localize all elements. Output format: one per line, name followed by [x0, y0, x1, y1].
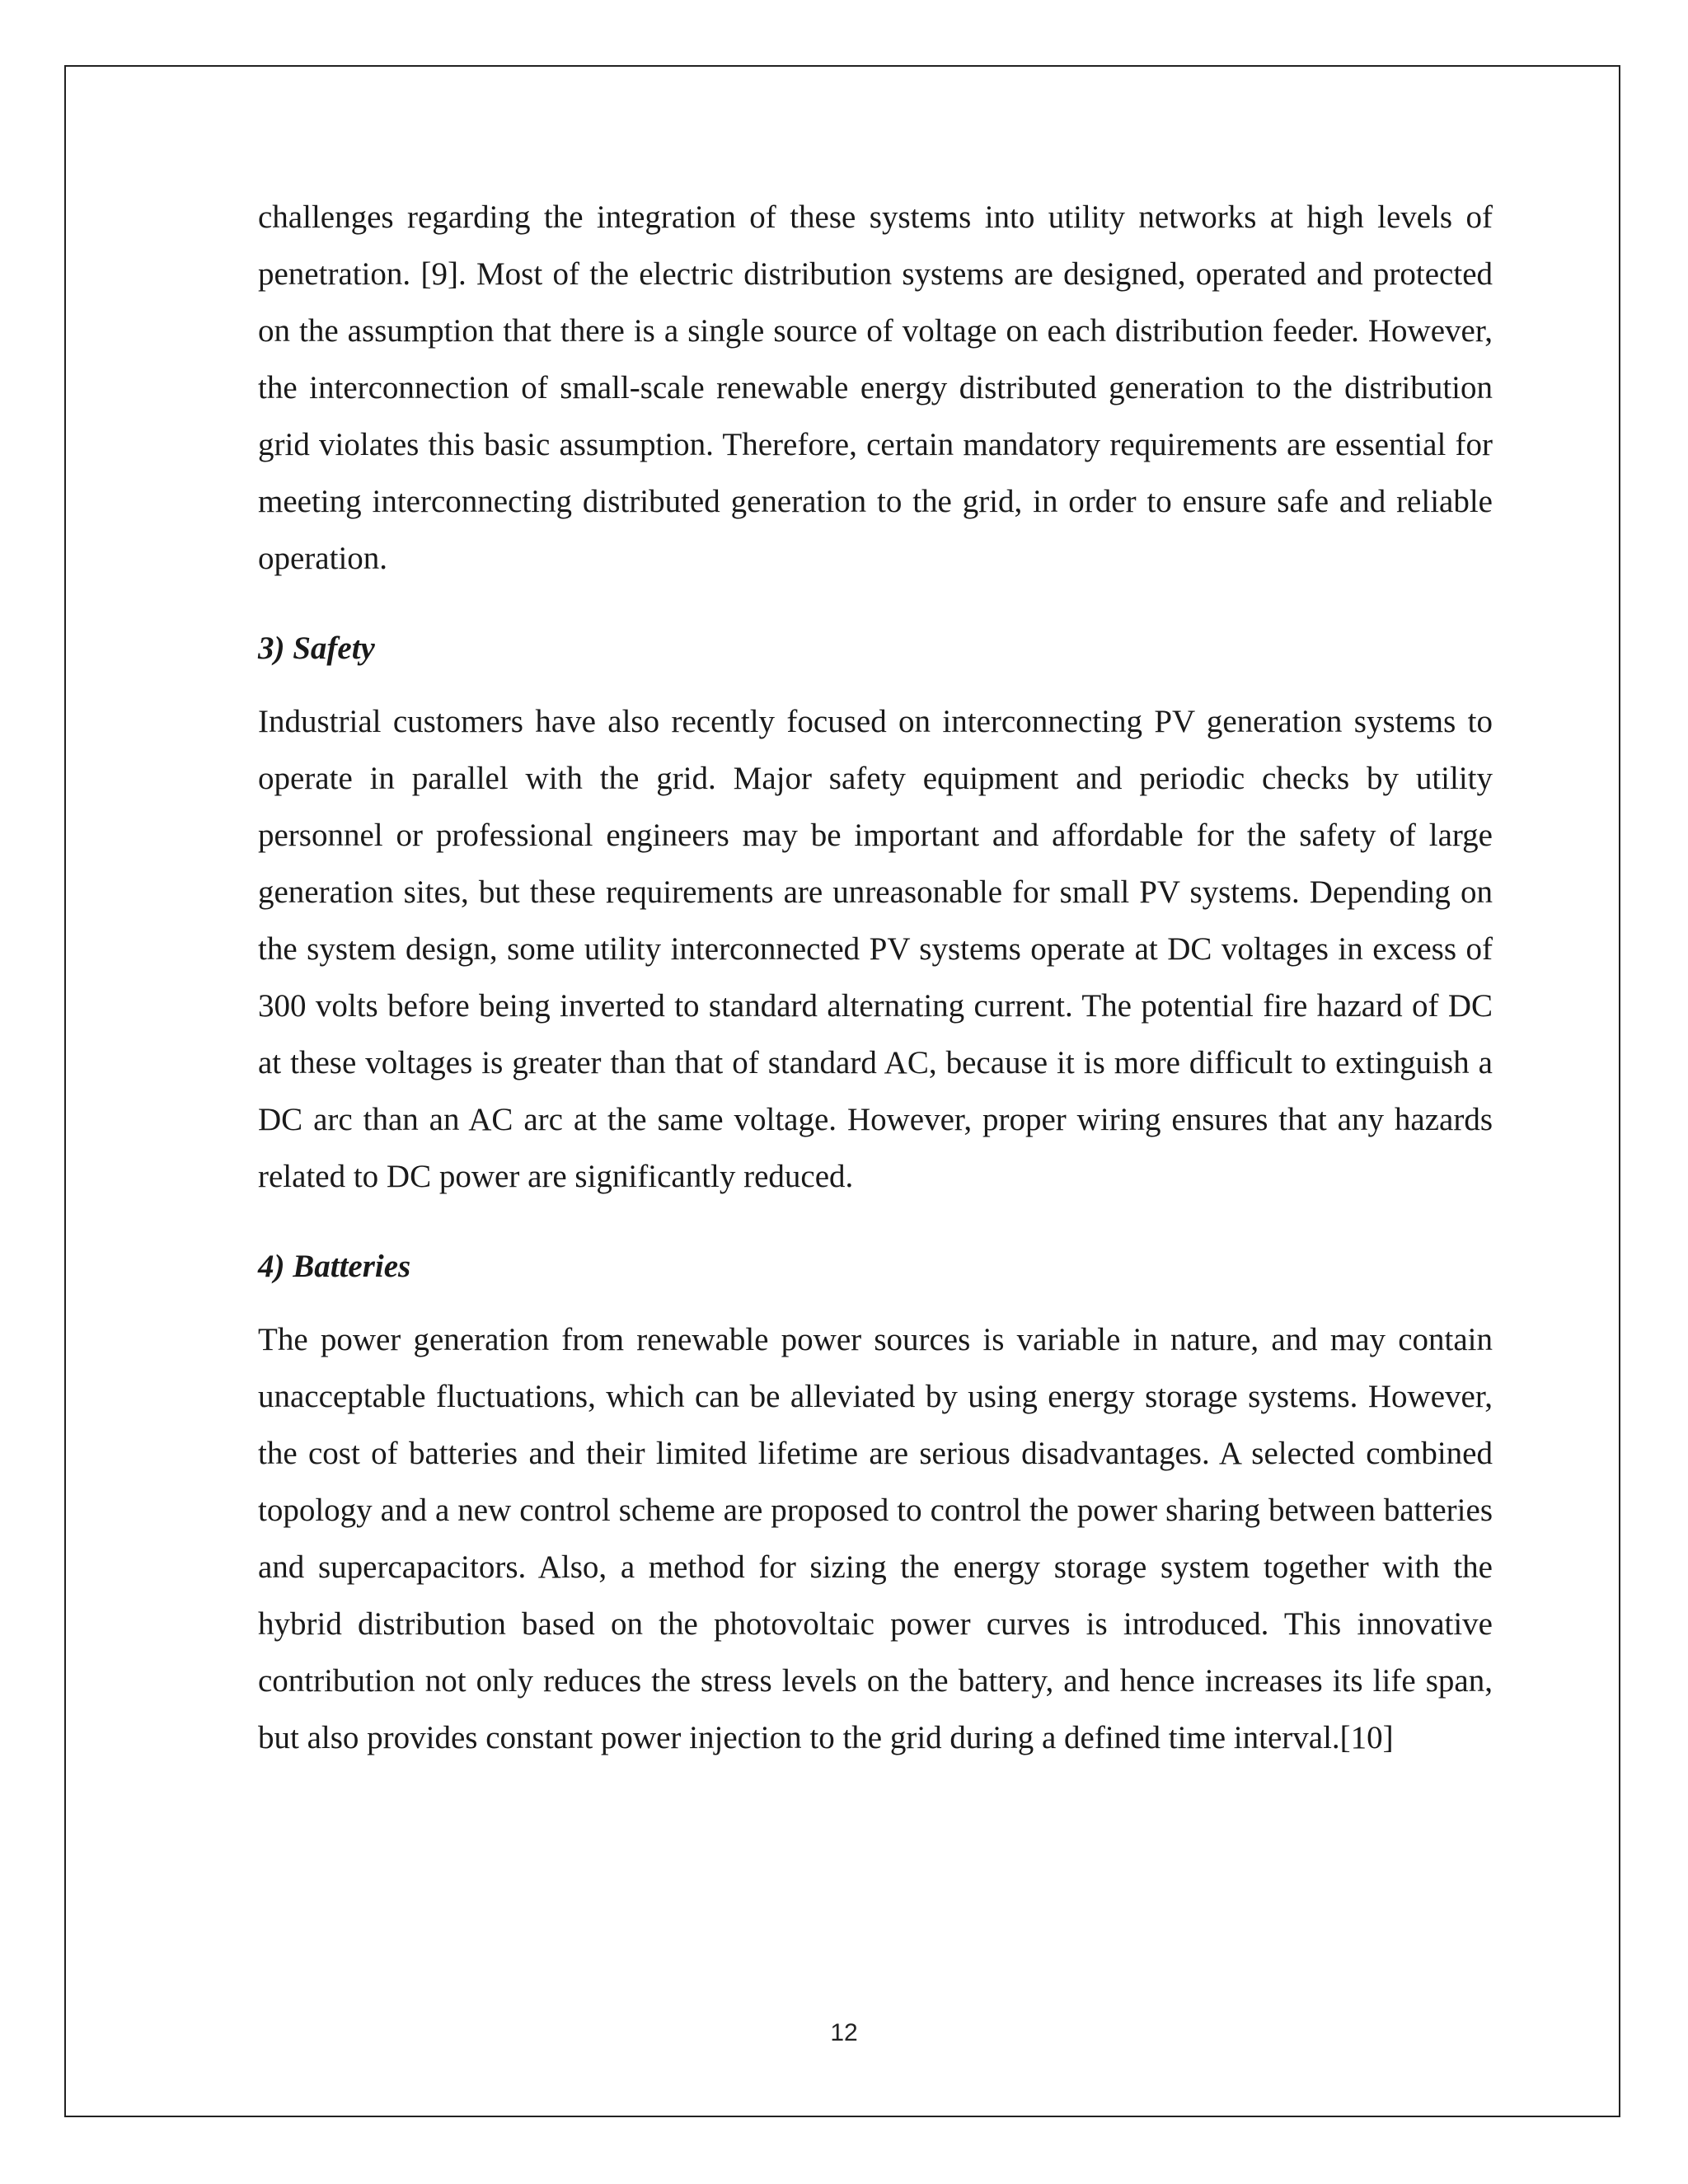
paragraph-safety: Industrial customers have also recently focused on interconnecting PV generation systems to operate in parallel with the grid. Major safety equipment and periodic checks by utility personnel or professional engineers may be important and affordable for the safety of large generation sites, but these requirements are unreasonable for small PV systems. Depending on the system design, some utility interconnected PV systems operate at DC voltages in excess of 300 volts before being inverted to standard alternating current. The potential fire hazard of DC at these voltages is greater than that of standard AC, because it is more difficult to extinguish a DC arc than an AC arc at the same voltage. However, proper wiring ensures that any hazards related to DC power are significantly reduced.	[258, 704, 1493, 1194]
document-body	[258, 189, 1493, 1766]
section-heading-batteries: 4) Batteries	[258, 1249, 411, 1284]
section-heading-safety: 3) Safety	[258, 630, 375, 666]
paragraph-batteries: The power generation from renewable power sources is variable in nature, and may contain unacceptable fluctuations, which can be alleviated by using energy storage systems. However, the cost of batteries and their limited lifetime are serious disadvantages. A selected combined topology and a new control scheme are proposed to control the power sharing between batteries and supercapacitors. Also, a method for sizing the energy storage system together with the hybrid distribution based on the photovoltaic power curves is introduced. This innovative contribution not only reduces the stress levels on the battery, and hence increases its life span, but also provides constant power injection to the grid during a defined time interval.[10]	[258, 1322, 1493, 1755]
page-number: 12	[830, 2019, 858, 2046]
paragraph-intro: challenges regarding the integration of these systems into utility networks at high levels of penetration. [9]. Most of the electric distribution systems are designed, operated and protected on the assumption that there is a single source of voltage on each distribution feeder. However, the interconnection of small-scale renewable energy distributed generation to the distribution grid violates this basic assumption. Therefore, certain mandatory requirements are essential for meeting interconnecting distributed generation to the grid, in order to ensure safe and reliable operation.	[258, 199, 1493, 576]
